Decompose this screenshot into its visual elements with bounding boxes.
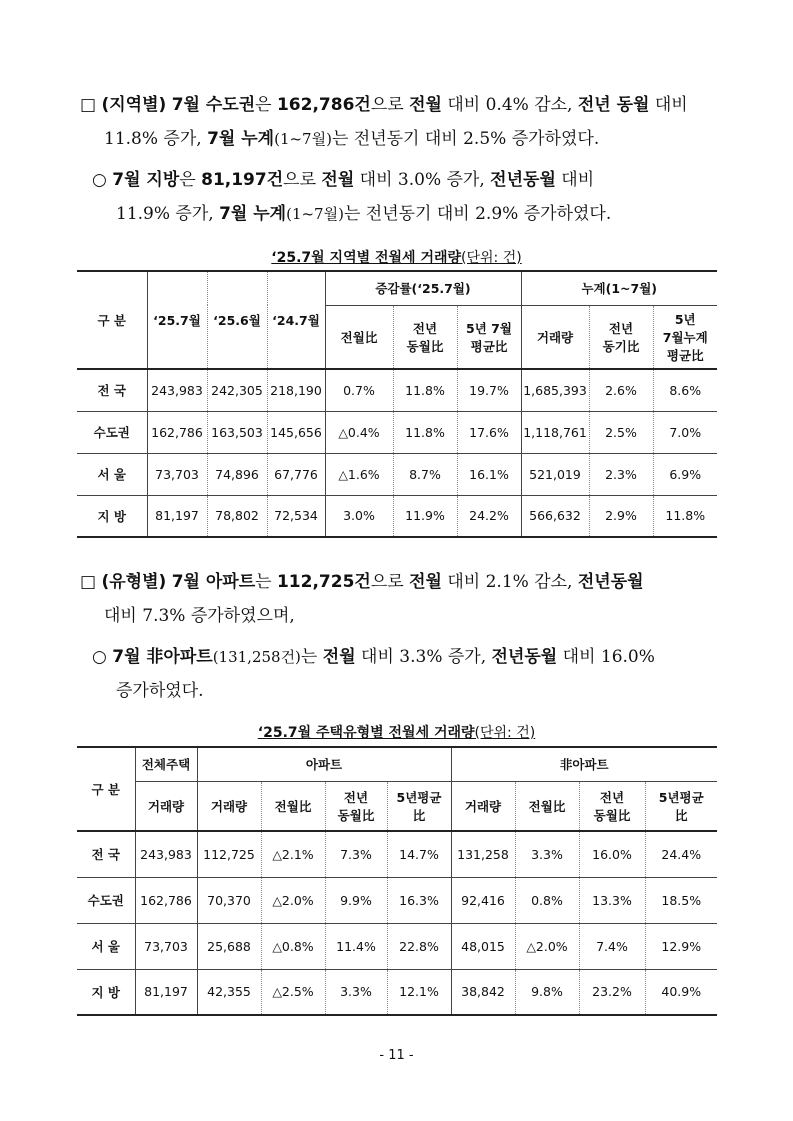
table1-caption xyxy=(0,247,793,267)
table-cell: 162,786 xyxy=(147,411,207,453)
summary-paragraph-region xyxy=(80,88,720,156)
table-cell: △2.5% xyxy=(261,969,325,1015)
table-cell: 3.3% xyxy=(325,969,387,1015)
table-cell: 11.8% xyxy=(653,495,717,537)
table-cell: 0.8% xyxy=(515,877,579,923)
table-cell: 112,725 xyxy=(197,831,261,877)
header-category: 구 분 xyxy=(77,271,147,369)
header-nonapt-group: 非아파트 xyxy=(451,747,717,781)
header-nonapt-mom: 전월比 xyxy=(515,781,579,831)
table-cell: 19.7% xyxy=(457,369,521,411)
table-cell: 1,685,393 xyxy=(521,369,589,411)
table-cell: 13.3% xyxy=(579,877,645,923)
table-cell: 40.9% xyxy=(645,969,717,1015)
regional-volume-table xyxy=(77,270,717,538)
section-label: (유형별) xyxy=(101,572,167,592)
table-cell: 218,190 xyxy=(267,369,325,411)
header-cum-avg5: 5년 7월누계 평균比 xyxy=(653,305,717,369)
header-total-volume: 거래량 xyxy=(135,781,197,831)
table-cell: 6.9% xyxy=(653,453,717,495)
cumul-label: 7월 누계 xyxy=(219,204,287,224)
table-row xyxy=(77,877,717,923)
row-label: 지 방 xyxy=(77,969,135,1015)
cumul-label: 7월 누계 xyxy=(207,129,275,149)
table-cell: 2.6% xyxy=(589,369,653,411)
table-cell: 74,896 xyxy=(207,453,267,495)
table-row xyxy=(77,969,717,1015)
table-cell: 2.5% xyxy=(589,411,653,453)
table-cell: 1,118,761 xyxy=(521,411,589,453)
table-cell: △2.1% xyxy=(261,831,325,877)
prev-month-label: 전월 xyxy=(321,170,355,190)
lead-text: 7월 아파트 xyxy=(171,572,256,592)
table1-title: ‘25.7월 지역별 전월세 거래량 xyxy=(271,250,462,266)
table-cell: 81,197 xyxy=(135,969,197,1015)
table-cell: 25,688 xyxy=(197,923,261,969)
header-yoy: 전년 동월比 xyxy=(393,305,457,369)
table-cell: 72,534 xyxy=(267,495,325,537)
table-row xyxy=(77,411,717,453)
checkbox-bullet-icon: □ xyxy=(80,95,97,115)
table-cell: 73,703 xyxy=(147,453,207,495)
yoy-label: 전년동월 xyxy=(491,647,558,667)
lead-text: 7월 지방 xyxy=(112,170,180,190)
row-label: 전 국 xyxy=(77,831,135,877)
header-change-group: 증감률(‘25.7월) xyxy=(325,271,521,305)
table-cell: △0.4% xyxy=(325,411,393,453)
row-label: 수도권 xyxy=(77,877,135,923)
table-cell: 42,355 xyxy=(197,969,261,1015)
prev-month-label: 전월 xyxy=(409,572,442,592)
line2-text: 대비 7.3% 증가하였으며, xyxy=(104,606,295,626)
row-label: 서 울 xyxy=(77,453,147,495)
cumul-text: 는 전년동기 대비 2.9% 증가하였다. xyxy=(343,204,612,224)
summary-paragraph-nonapt xyxy=(92,640,720,708)
table-cell: 11.8% xyxy=(393,411,457,453)
table-cell: △2.0% xyxy=(515,923,579,969)
table2-caption xyxy=(0,722,793,742)
line2-text: 11.8% 증가, xyxy=(104,129,202,149)
summary-paragraph-type xyxy=(80,565,720,633)
table-cell: △1.6% xyxy=(325,453,393,495)
table-cell: 81,197 xyxy=(147,495,207,537)
table-cell: 9.9% xyxy=(325,877,387,923)
header-apt-avg5: 5년평균 比 xyxy=(387,781,451,831)
table-cell: △2.0% xyxy=(261,877,325,923)
yoy-label: 전년동월 xyxy=(577,572,644,592)
checkbox-bullet-icon: □ xyxy=(80,572,97,592)
table2-title: ‘25.7월 주택유형별 전월세 거래량 xyxy=(257,725,475,741)
row-label: 수도권 xyxy=(77,411,147,453)
header-total-group: 전체주택 xyxy=(135,747,197,781)
header-nonapt-volume: 거래량 xyxy=(451,781,515,831)
table-cell: 24.2% xyxy=(457,495,521,537)
header-2407: ‘24.7월 xyxy=(267,271,325,369)
table-row xyxy=(77,923,717,969)
table-cell: 2.9% xyxy=(589,495,653,537)
yoy-text: 대비 xyxy=(561,170,595,190)
count-paren: (131,258건) xyxy=(212,648,301,666)
table-cell: 48,015 xyxy=(451,923,515,969)
header-apt-mom: 전월比 xyxy=(261,781,325,831)
table-cell: 7.4% xyxy=(579,923,645,969)
table-cell: △0.8% xyxy=(261,923,325,969)
table-cell: 3.0% xyxy=(325,495,393,537)
page-number: - 11 - xyxy=(379,1048,414,1063)
row-label: 전 국 xyxy=(77,369,147,411)
section-label: (지역별) xyxy=(101,95,167,115)
yoy-text: 대비 xyxy=(654,95,688,115)
header-2507: ‘25.7월 xyxy=(147,271,207,369)
yoy-label: 전년 동월 xyxy=(577,95,650,115)
lead-text: 7월 非아파트 xyxy=(112,647,213,667)
yoy-text: 대비 16.0% xyxy=(562,647,655,667)
header-2506: ‘25.6월 xyxy=(207,271,267,369)
table-row xyxy=(77,831,717,877)
prev-month-text: 대비 0.4% 감소, xyxy=(447,95,573,115)
table-cell: 242,305 xyxy=(207,369,267,411)
header-avg5: 5년 7월 평균比 xyxy=(457,305,521,369)
table-cell: 8.6% xyxy=(653,369,717,411)
cumul-range: (1~7월) xyxy=(286,205,344,223)
table1-unit: (단위: 건) xyxy=(461,250,522,266)
count-text: 81,197건 xyxy=(201,170,284,190)
header-category: 구 분 xyxy=(77,747,135,831)
header-apt-group: 아파트 xyxy=(197,747,451,781)
count-suffix: 으로 xyxy=(370,572,404,592)
table-cell: 11.4% xyxy=(325,923,387,969)
table-cell: 24.4% xyxy=(645,831,717,877)
count-text: 112,725건 xyxy=(276,572,371,592)
table2-unit: (단위: 건) xyxy=(474,725,536,741)
table-cell: 9.8% xyxy=(515,969,579,1015)
table-cell: 17.6% xyxy=(457,411,521,453)
table-cell: 18.5% xyxy=(645,877,717,923)
yoy-label: 전년동월 xyxy=(490,170,556,190)
count-text: 162,786건 xyxy=(276,95,371,115)
line2-text: 증가하였다. xyxy=(116,681,204,701)
prev-month-label: 전월 xyxy=(322,647,356,667)
table-cell: 7.0% xyxy=(653,411,717,453)
table-cell: 22.8% xyxy=(387,923,451,969)
prev-month-text: 대비 3.0% 증가, xyxy=(359,170,485,190)
header-volume: 거래량 xyxy=(521,305,589,369)
table-cell: 131,258 xyxy=(451,831,515,877)
table-cell: 16.0% xyxy=(579,831,645,877)
table-cell: 12.1% xyxy=(387,969,451,1015)
row-label: 지 방 xyxy=(77,495,147,537)
count-suffix: 으로 xyxy=(283,170,316,190)
table-cell: 12.9% xyxy=(645,923,717,969)
header-nonapt-avg5: 5년평균 比 xyxy=(645,781,717,831)
table-cell: 70,370 xyxy=(197,877,261,923)
table-cell: 163,503 xyxy=(207,411,267,453)
table-row xyxy=(77,453,717,495)
table-cell: 162,786 xyxy=(135,877,197,923)
table-cell: 3.3% xyxy=(515,831,579,877)
table-cell: 38,842 xyxy=(451,969,515,1015)
prev-month-text: 대비 3.3% 증가, xyxy=(361,647,487,667)
table-cell: 23.2% xyxy=(579,969,645,1015)
cumul-text: 는 전년동기 대비 2.5% 증가하였다. xyxy=(331,129,600,149)
circle-bullet-icon: ○ xyxy=(92,170,107,190)
table-cell: 243,983 xyxy=(135,831,197,877)
summary-paragraph-local xyxy=(92,163,720,231)
table-row xyxy=(77,495,717,537)
header-apt-yoy: 전년 동월比 xyxy=(325,781,387,831)
table-cell: 92,416 xyxy=(451,877,515,923)
table-row xyxy=(77,369,717,411)
cumul-range: (1~7월) xyxy=(274,130,332,148)
table-cell: 243,983 xyxy=(147,369,207,411)
header-apt-volume: 거래량 xyxy=(197,781,261,831)
line2-text: 11.9% 증가, xyxy=(116,204,214,224)
table-cell: 521,019 xyxy=(521,453,589,495)
table-cell: 11.8% xyxy=(393,369,457,411)
table-cell: 16.3% xyxy=(387,877,451,923)
table-cell: 78,802 xyxy=(207,495,267,537)
header-nonapt-yoy: 전년 동월比 xyxy=(579,781,645,831)
table-cell: 566,632 xyxy=(521,495,589,537)
table-cell: 67,776 xyxy=(267,453,325,495)
table-cell: 16.1% xyxy=(457,453,521,495)
row-label: 서 울 xyxy=(77,923,135,969)
header-mom: 전월比 xyxy=(325,305,393,369)
lead-suffix: 은 xyxy=(179,170,196,190)
lead-text: 7월 수도권 xyxy=(171,95,256,115)
lead-suffix: 는 xyxy=(255,572,272,592)
table-cell: 8.7% xyxy=(393,453,457,495)
lead-suffix: 는 xyxy=(300,647,318,667)
header-cumul-group: 누계(1~7월) xyxy=(521,271,717,305)
lead-suffix: 은 xyxy=(255,95,272,115)
count-suffix: 으로 xyxy=(370,95,404,115)
table-cell: 7.3% xyxy=(325,831,387,877)
housing-type-volume-table xyxy=(77,746,717,1016)
prev-month-text: 대비 2.1% 감소, xyxy=(447,572,573,592)
table-cell: 0.7% xyxy=(325,369,393,411)
table-cell: 14.7% xyxy=(387,831,451,877)
table-cell: 2.3% xyxy=(589,453,653,495)
table-cell: 145,656 xyxy=(267,411,325,453)
prev-month-label: 전월 xyxy=(409,95,442,115)
table-cell: 73,703 xyxy=(135,923,197,969)
header-cum-yoy: 전년 동기比 xyxy=(589,305,653,369)
circle-bullet-icon: ○ xyxy=(92,647,107,667)
table-cell: 11.9% xyxy=(393,495,457,537)
